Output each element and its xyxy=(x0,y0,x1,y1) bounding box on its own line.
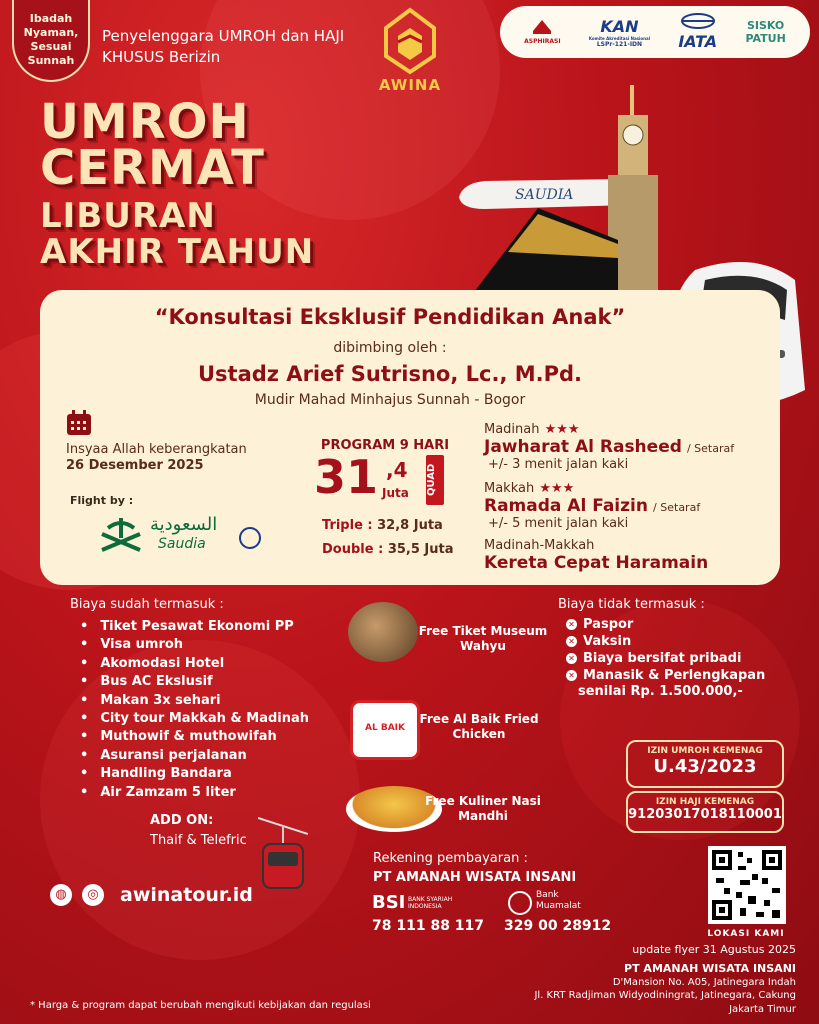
star-rating: ★★★ xyxy=(544,422,580,437)
bonus-label: Free Tiket Museum Wahyu xyxy=(418,624,548,653)
saudia-name: Saudia xyxy=(158,536,206,552)
list-item: • Visa umroh xyxy=(80,636,309,654)
muamalat-logo-icon xyxy=(508,891,532,915)
qr-code-icon xyxy=(712,850,782,920)
kan-code: LSPr-121-IDN xyxy=(596,40,643,48)
kan-subtext: Komite Akreditasi Nasional xyxy=(588,35,651,41)
excluded-note: senilai Rp. 1.500.000,- xyxy=(578,684,743,699)
hotel-city: Madinah xyxy=(484,422,540,437)
x-icon: ✕ xyxy=(566,636,577,647)
brand-logo xyxy=(378,6,442,92)
list-item: • Handling Bandara xyxy=(80,765,309,783)
headline-line2: CERMAT xyxy=(40,140,265,196)
transport-name: Kereta Cepat Haramain xyxy=(484,553,709,573)
excluded-title: Biaya tidak termasuk : xyxy=(558,597,705,612)
transport-route: Madinah-Makkah xyxy=(484,538,595,553)
excluded-item: Paspor xyxy=(583,617,634,632)
calendar-icon xyxy=(66,410,92,436)
bonus-albaik xyxy=(350,700,560,770)
hotel-madinah xyxy=(484,418,774,472)
list-item xyxy=(566,667,765,684)
departure-date: 26 Desember 2025 xyxy=(66,458,204,473)
bonus-label: Free Kuliner Nasi Mandhi xyxy=(425,794,541,823)
kan-text: KAN xyxy=(600,16,639,36)
walk-distance: +/- 5 menit jalan kaki xyxy=(488,516,629,531)
price-unit: Juta xyxy=(382,486,409,500)
included-list xyxy=(80,618,309,802)
badge-text: Ibadah Nyaman, Sesuai Sunnah xyxy=(23,12,79,67)
list-item: • Makan 3x sehari xyxy=(80,692,309,710)
addon-title: ADD ON: xyxy=(150,813,214,828)
room-type-badge: QUAD xyxy=(426,455,444,505)
walk-distance: +/- 3 menit jalan kaki xyxy=(488,457,629,472)
double-value: 35,5 Juta xyxy=(387,542,454,557)
hotel-name: Jawharat Al Rasheed xyxy=(484,437,682,457)
triple-price xyxy=(322,518,443,533)
kaaba-image xyxy=(448,200,628,300)
double-price xyxy=(322,542,454,557)
albaik-logo-text: AL BAIK xyxy=(365,723,405,733)
price-main: 31 xyxy=(314,450,379,504)
globe-icon xyxy=(681,13,715,29)
list-item: • Asuransi perjalanan xyxy=(80,747,309,765)
tagline-badge xyxy=(12,0,90,82)
x-icon: ✕ xyxy=(566,619,577,630)
ustadz-name: Ustadz Arief Sutrisno, Lc., M.Pd. xyxy=(197,362,583,386)
location-qr-code[interactable] xyxy=(708,846,786,924)
cable-car-icon xyxy=(258,814,308,894)
excluded-item: Biaya bersifat pribadi xyxy=(583,651,742,666)
headline-line4: AKHIR TAHUN xyxy=(40,232,315,272)
palm-swords-icon xyxy=(98,514,144,554)
address-line: Jakarta Timur xyxy=(729,1003,796,1015)
company-address xyxy=(440,962,796,1016)
bsi-account-number: 78 111 88 117 xyxy=(372,918,485,934)
ustadz-title: Mudir Mahad Minhajus Sunnah - Bogor xyxy=(254,392,526,408)
list-item xyxy=(566,650,765,667)
hotel-equivalent: / Setaraf xyxy=(686,442,735,455)
haji-permit-label: IZIN HAJI KEMENAG xyxy=(655,797,755,807)
consultation-title: “Konsultasi Eksklusif Pendidikan Anak” xyxy=(154,305,626,329)
guided-by-label: dibimbing oleh : xyxy=(333,340,447,356)
bonus-museum xyxy=(348,602,558,672)
hotel-city: Makkah xyxy=(484,481,535,496)
account-name: PT AMANAH WISATA INSANI xyxy=(373,870,577,885)
plane-livery: SAUDIA xyxy=(515,187,574,203)
patuh-text: PATUH xyxy=(745,32,786,45)
departure-label: Insyaa Allah keberangkatan xyxy=(66,442,247,457)
triple-label: Triple : xyxy=(322,518,378,533)
bonus-label: Free Al Baik Fried Chicken xyxy=(419,712,539,741)
asphirasi-logo xyxy=(524,19,560,45)
iata-text: IATA xyxy=(678,32,718,51)
hotel-makkah xyxy=(484,477,774,531)
list-item: • Tiket Pesawat Ekonomi PP xyxy=(80,618,309,636)
sisko-patuh-logo xyxy=(745,19,785,45)
excluded-list xyxy=(566,616,765,684)
program-duration: PROGRAM 9 HARI xyxy=(320,438,450,453)
list-item: • City tour Makkah & Madinah xyxy=(80,710,309,728)
triple-value: 32,8 Juta xyxy=(377,518,443,533)
address-line: D'Mansion No. A05, Jatinegara Indah xyxy=(612,976,796,988)
tagline: Penyelenggara UMROH dan HAJI KHUSUS Berizin xyxy=(102,27,345,66)
headline-line1: UMROH xyxy=(40,94,250,150)
iata-logo xyxy=(678,13,717,51)
haji-permit-box xyxy=(626,791,784,833)
albaik-box-image xyxy=(350,700,420,760)
star-rating: ★★★ xyxy=(539,481,575,496)
payment-title: Rekening pembayaran : xyxy=(373,851,528,866)
address-line: Jl. KRT Radjiman Widyodiningrat, Jatinegara, Cakung xyxy=(534,990,796,1001)
program-card xyxy=(40,290,780,585)
accreditation-bar xyxy=(500,6,810,58)
brand-name: AWINA xyxy=(378,76,442,94)
list-item: • Air Zamzam 5 liter xyxy=(80,784,309,802)
umroh-permit-label: IZIN UMROH KEMENAG xyxy=(647,746,763,756)
museum-image xyxy=(348,602,418,662)
asphirasi-text: ASPHIRASI xyxy=(524,38,561,45)
update-date: update flyer 31 Agustus 2025 xyxy=(632,943,796,956)
addon-value: Thaif & Telefric xyxy=(150,833,247,848)
flight-by-label: Flight by : xyxy=(70,494,134,507)
bsi-subtext: BANK SYARIAH INDONESIA xyxy=(408,896,453,910)
x-icon: ✕ xyxy=(566,653,577,664)
x-icon: ✕ xyxy=(566,670,577,681)
list-item xyxy=(566,633,765,650)
saudia-logo xyxy=(98,514,268,558)
haji-permit-number: 91203017018110001 xyxy=(628,807,782,822)
muamalat-label: Bank Muamalat xyxy=(536,890,581,911)
double-label: Double : xyxy=(322,542,388,557)
qr-label: LOKASI KAMI xyxy=(707,929,785,939)
list-item: • Muthowif & muthowifah xyxy=(80,728,309,746)
social-links xyxy=(50,884,253,906)
transport-info xyxy=(484,538,774,573)
bonus-mandhi xyxy=(346,786,556,846)
price-decimal: ,4 xyxy=(386,458,408,482)
list-item: • Bus AC Ekslusif xyxy=(80,673,309,691)
kaaba-logo-icon xyxy=(378,6,442,76)
sisko-text: SISKO xyxy=(746,19,785,32)
included-title: Biaya sudah termasuk : xyxy=(70,597,224,612)
umroh-permit-number: U.43/2023 xyxy=(653,756,757,777)
excluded-item: Manasik & Perlengkapan xyxy=(583,668,766,683)
bsi-logo: BSI xyxy=(372,892,406,913)
website-link[interactable]: awinatour.id xyxy=(120,884,253,906)
mosque-icon xyxy=(531,19,553,35)
skyteam-icon xyxy=(238,526,262,550)
company-name: PT AMANAH WISATA INSANI xyxy=(624,962,796,975)
list-item xyxy=(566,616,765,633)
headline-line3: LIBURAN xyxy=(40,196,216,236)
globe-icon[interactable]: ◍ xyxy=(50,884,72,906)
list-item: • Akomodasi Hotel xyxy=(80,655,309,673)
kan-logo xyxy=(589,17,650,48)
disclaimer: * Harga & program dapat berubah mengikuti kebijakan dan regulasi xyxy=(30,1000,371,1011)
excluded-item: Vaksin xyxy=(583,634,632,649)
hotel-equivalent: / Setaraf xyxy=(653,501,701,514)
muamalat-account-number: 329 00 28912 xyxy=(504,918,612,934)
instagram-icon[interactable]: ◎ xyxy=(82,884,104,906)
saudia-arabic: السعودية xyxy=(150,514,218,535)
hotel-name: Ramada Al Faizin xyxy=(484,496,648,516)
umroh-permit-box xyxy=(626,740,784,788)
